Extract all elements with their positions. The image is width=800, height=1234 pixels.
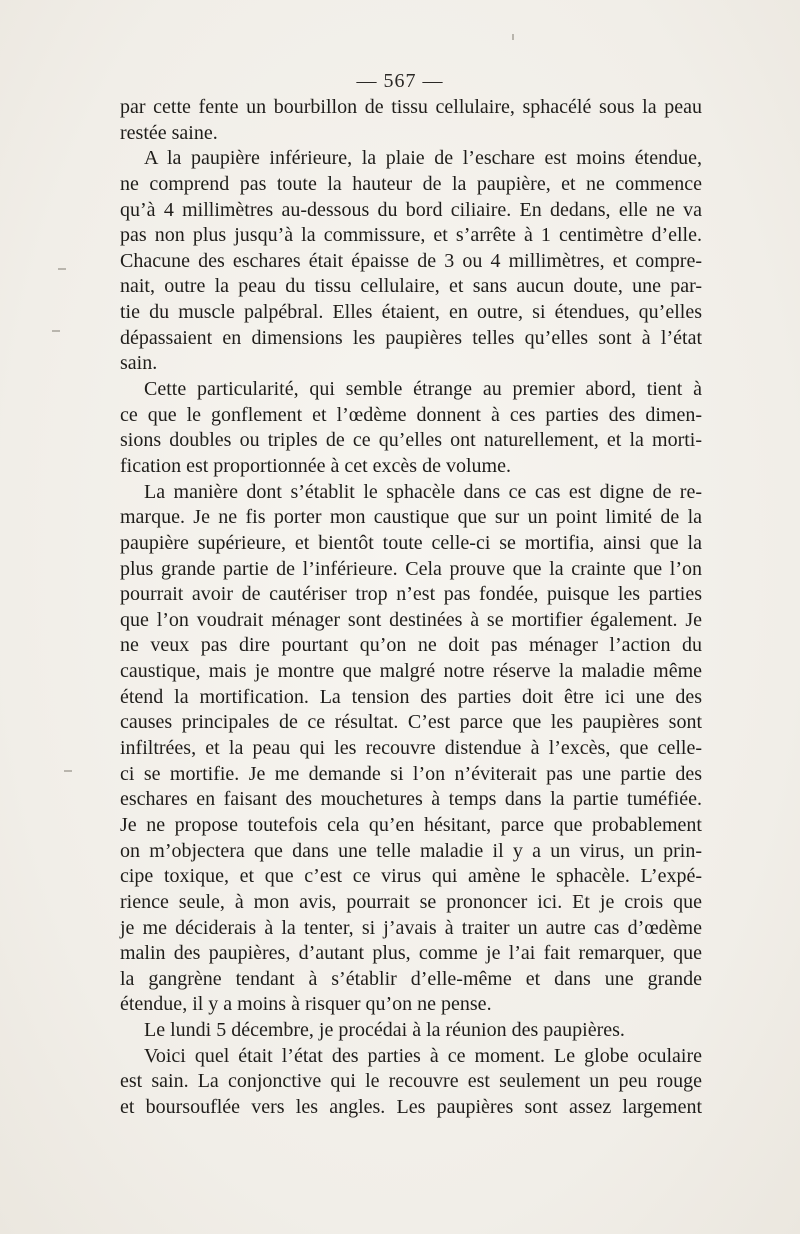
text-line: fication est proportionnée à cet excès de volume. (120, 454, 511, 477)
text-line: par cette fente un bourbillon de tissu cellulaire, sphacélé sous la peau (120, 96, 702, 118)
text-line: on m’objectera que dans une telle maladie il y a un virus, un prin- (120, 839, 702, 862)
text-line: ce que le gonflement et l’œdème donnent à ces parties des dimen- (120, 403, 702, 426)
text-line: étendue, il y a moins à risquer qu’on ne pense. (120, 993, 492, 1016)
text-line: ci se mortifie. Je me demande si l’on n’éviterait pas une partie des (120, 762, 702, 785)
text-line: est sain. La conjonctive qui le recouvre est seulement un peu rouge (120, 1070, 702, 1093)
text-line: paupière supérieure, et bientôt toute celle-ci se mortifia, ainsi que la (120, 531, 702, 554)
print-speck (52, 330, 60, 332)
text-line: infiltrées, et la peau qui les recouvre distendue à l’excès, que celle- (120, 737, 702, 760)
text-line: sain. (120, 352, 158, 375)
text-line: et boursouflée vers les angles. Les paupières sont assez largement (120, 1095, 702, 1118)
text-line: dépassaient en dimensions les paupières telles qu’elles sont à l’état (120, 326, 702, 349)
text-line: nait, outre la peau du tissu cellulaire, et sans aucun doute, une par- (120, 275, 702, 298)
text-line: Voici quel était l’état des parties à ce moment. Le globe oculaire (144, 1044, 702, 1067)
text-line: la gangrène tendant à s’établir d’elle-même et dans une grande (120, 967, 702, 990)
text-line: rience seule, à mon avis, pourrait se prononcer ici. Et je crois que (120, 890, 702, 913)
text-line: caustique, mais je montre que malgré notre réserve la maladie même (120, 660, 702, 683)
text-line: étend la mortification. La tension des parties doit être ici une des (120, 685, 702, 708)
print-speck (64, 770, 72, 772)
text-line: causes principales de ce résultat. C’est parce que les paupières sont (120, 711, 702, 734)
text-line: sions doubles ou triples de ce qu’elles ont naturellement, et la morti- (120, 429, 702, 452)
print-speck (58, 268, 66, 270)
text-line: Chacune des eschares était épaisse de 3 ou 4 millimètres, et compre- (120, 249, 702, 272)
text-line: A la paupière inférieure, la plaie de l’eschare est moins étendue, (144, 147, 702, 170)
text-line: Cette particularité, qui semble étrange au premier abord, tient à (144, 378, 702, 401)
text-line: malin des paupières, d’autant plus, comme je l’ai fait remarquer, que (120, 942, 702, 965)
text-line: ne veux pas dire pourtant qu’on ne doit pas ménager l’action du (120, 634, 702, 657)
text-line: plus grande partie de l’inférieure. Cela prouve que la crainte que l’on (120, 557, 702, 580)
text-line: La manière dont s’établit le sphacèle dans ce cas est digne de re- (144, 480, 702, 503)
text-line: pas non plus jusqu’à la commissure, et s’arrête à 1 centimètre d’elle. (120, 224, 702, 247)
body-text (120, 95, 702, 1121)
text-line: eschares en faisant des mouchetures à temps dans la partie tuméfiée. (120, 788, 702, 811)
text-line: tie du muscle palpébral. Elles étaient, en outre, si étendues, qu’elles (120, 301, 702, 324)
text-line: qu’à 4 millimètres au-dessous du bord ciliaire. En dedans, elle ne va (120, 198, 702, 221)
text-line: ne comprend pas toute la hauteur de la paupière, et ne commence (120, 172, 702, 195)
text-line: que l’on voudrait ménager sont destinées à se mortifier également. Je (120, 608, 702, 631)
text-line: Le lundi 5 décembre, je procédai à la réunion des paupières. (144, 1019, 625, 1042)
print-speck (512, 34, 514, 40)
page-number: — 567 — (356, 70, 444, 92)
text-line: je me déciderais à la tenter, si j’avais à traiter un autre cas d’œdème (120, 916, 702, 939)
text-line: cipe toxique, et que c’est ce virus qui amène le sphacèle. L’expé- (120, 865, 702, 888)
text-line: marque. Je ne fis porter mon caustique que sur un point limité de la (120, 506, 702, 529)
text-line: Je ne propose toutefois cela qu’en hésitant, parce que probablement (120, 813, 702, 836)
text-line: restée saine. (120, 121, 218, 144)
text-line: pourrait avoir de cautériser trop n’est pas fondée, puisque les parties (120, 583, 702, 606)
